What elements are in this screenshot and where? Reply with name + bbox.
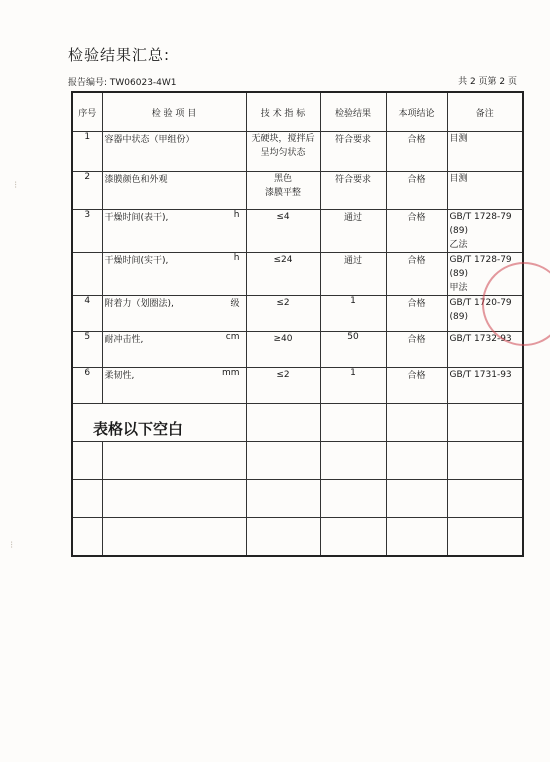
item-label: 容器中状态（甲组份） (104, 135, 195, 145)
blank-row (72, 518, 523, 556)
item-label: 干燥时间(实干), (104, 256, 169, 266)
cell-note: GB/T 1732-93 (447, 332, 523, 368)
item-label: 附着力（划圈法), (104, 299, 174, 309)
header-note: 备注 (447, 92, 523, 132)
cell-note: GB/T 1720-79 (89) (447, 296, 523, 332)
cell-spec: ≤24 (246, 253, 320, 296)
cell-result: 通过 (320, 253, 386, 296)
cell-conclusion: 合格 (386, 296, 447, 332)
blank-cell (320, 518, 386, 556)
cell-spec: 无硬块，搅拌后呈均匀状态 (246, 132, 320, 172)
cell-result: 50 (320, 332, 386, 368)
page-count: 共 2 页第 2 页 (458, 77, 517, 87)
table-header-row (72, 92, 523, 132)
blank-cell (72, 442, 102, 480)
blank-cell (447, 480, 523, 518)
results-table (71, 91, 524, 557)
blank-cell (246, 480, 320, 518)
item-unit: mm (221, 368, 240, 378)
blank-cell (447, 442, 523, 480)
cell-no: 3 (72, 210, 102, 253)
cell-no: 6 (72, 368, 102, 404)
cell-note: GB/T 1728-79 (89) 甲法 (447, 253, 523, 296)
blank-row (72, 404, 523, 442)
blank-cell (386, 480, 447, 518)
blank-row (72, 442, 523, 480)
binding-mark: ⁝ (14, 180, 18, 191)
header-spec: 技 术 指 标 (246, 92, 320, 132)
cell-note: 目测 (447, 132, 523, 172)
table-row (72, 253, 523, 296)
header-result: 检验结果 (320, 92, 386, 132)
blank-cell (320, 404, 386, 442)
blank-cell (246, 442, 320, 480)
cell-no: 2 (72, 172, 102, 210)
cell-result: 符合要求 (320, 172, 386, 210)
header-no: 序号 (72, 92, 102, 132)
blank-cell (386, 518, 447, 556)
cell-result: 1 (320, 296, 386, 332)
item-unit: cm (225, 332, 240, 342)
item-unit: h (233, 210, 240, 220)
blank-cell (102, 480, 246, 518)
cell-result: 符合要求 (320, 132, 386, 172)
cell-conclusion: 合格 (386, 132, 447, 172)
blank-cell (72, 518, 102, 556)
blank-cell (386, 442, 447, 480)
blank-notice: 表格以下空白 (72, 404, 246, 442)
item-label: 柔韧性, (104, 371, 135, 381)
header-conclusion: 本项结论 (386, 92, 447, 132)
cell-conclusion: 合格 (386, 368, 447, 404)
blank-cell (447, 404, 523, 442)
item-unit: h (233, 253, 240, 263)
cell-no: 4 (72, 296, 102, 332)
cell-item (102, 332, 246, 368)
cell-note: 目测 (447, 172, 523, 210)
blank-cell (320, 480, 386, 518)
cell-conclusion: 合格 (386, 172, 447, 210)
blank-cell (72, 480, 102, 518)
cell-item (102, 368, 246, 404)
cell-no: 5 (72, 332, 102, 368)
cell-spec: ≥40 (246, 332, 320, 368)
cell-spec: ≤4 (246, 210, 320, 253)
blank-cell (386, 404, 447, 442)
table-row (72, 132, 523, 172)
table-row (72, 210, 523, 253)
item-unit: 级 (230, 299, 240, 309)
item-unit (240, 172, 244, 185)
item-label: 干燥时间(表干), (104, 213, 169, 223)
table-row (72, 332, 523, 368)
cell-result: 通过 (320, 210, 386, 253)
item-label: 漆膜颜色和外观 (104, 175, 168, 185)
cell-conclusion: 合格 (386, 332, 447, 368)
table-row (72, 296, 523, 332)
cell-note: GB/T 1728-79 (89) 乙法 (447, 210, 523, 253)
cell-note: GB/T 1731-93 (447, 368, 523, 404)
blank-cell (320, 442, 386, 480)
cell-spec: ≤2 (246, 368, 320, 404)
cell-conclusion: 合格 (386, 210, 447, 253)
cell-spec: 黑色 漆膜平整 (246, 172, 320, 210)
cell-item (102, 296, 246, 332)
blank-cell (246, 518, 320, 556)
binding-mark: ⁝ (10, 540, 14, 551)
blank-cell (447, 518, 523, 556)
item-unit (240, 132, 244, 145)
cell-item (102, 253, 246, 296)
table-row (72, 172, 523, 210)
blank-cell (246, 404, 320, 442)
item-label: 耐冲击性, (104, 335, 144, 345)
cell-item (102, 172, 246, 210)
table-row (72, 368, 523, 404)
cell-no (72, 253, 102, 296)
cell-item (102, 210, 246, 253)
cell-no: 1 (72, 132, 102, 172)
cell-conclusion: 合格 (386, 253, 447, 296)
cell-item (102, 132, 246, 172)
blank-cell (102, 442, 246, 480)
cell-result: 1 (320, 368, 386, 404)
blank-row (72, 480, 523, 518)
cell-spec: ≤2 (246, 296, 320, 332)
report-number: 报告编号: TW06023-4W1 (68, 78, 177, 88)
header-item: 检 验 项 目 (102, 92, 246, 132)
page-title: 检验结果汇总: (68, 46, 171, 64)
blank-cell (102, 518, 246, 556)
